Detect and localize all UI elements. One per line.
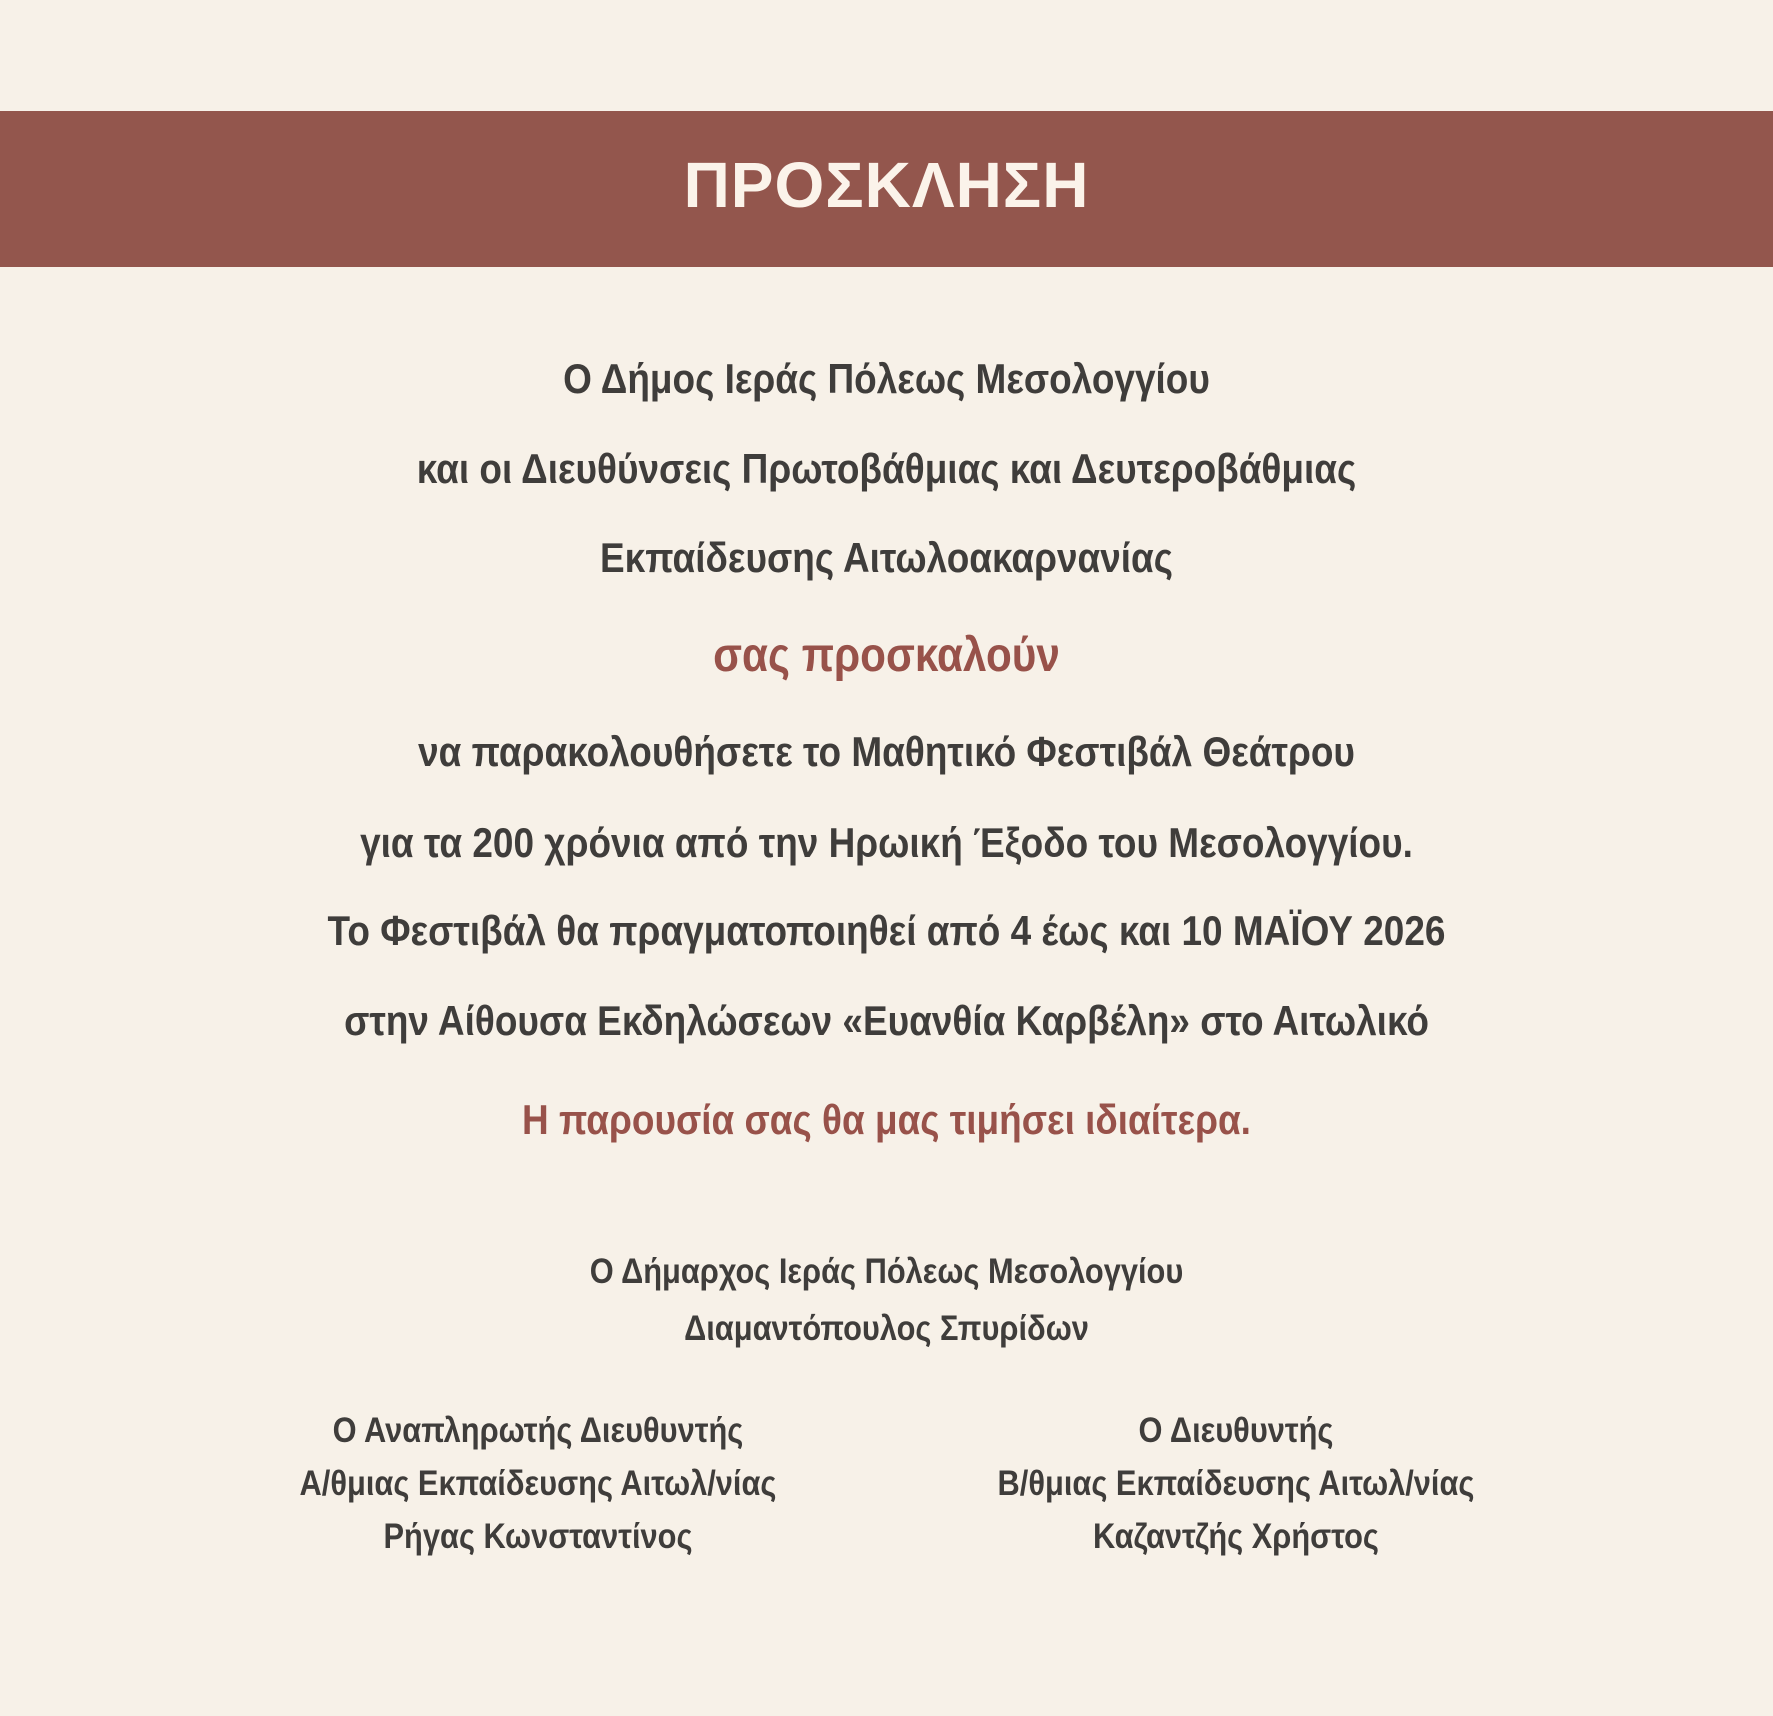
primary-director-dept: Α/θμιας Εκπαίδευσης Αιτωλ/νίας xyxy=(299,1464,777,1503)
mayor-title: Ο Δήμαρχος Ιεράς Πόλεως Μεσολογγίου xyxy=(589,1252,1184,1291)
secondary-director-title: Ο Διευθυντής xyxy=(1138,1411,1334,1450)
body-line-invite: σας προσκαλούν xyxy=(713,629,1060,682)
body-line-festival: να παρακολουθήσετε το Μαθητικό Φεστιβάλ Θεάτρου xyxy=(418,728,1355,775)
primary-director-name: Ρήγας Κωνσταντίνος xyxy=(383,1517,693,1556)
body-line-anniversary: για τα 200 χρόνια από την Ηρωική Έξοδο του Μεσολογγίου. xyxy=(360,819,1413,866)
body-line-directorates: και οι Διευθύνσεις Πρωτοβάθμιας και Δευτεροβάθμιας xyxy=(416,445,1357,492)
secondary-director-dept: Β/θμιας Εκπαίδευσης Αιτωλ/νίας xyxy=(997,1464,1475,1503)
primary-director-signature xyxy=(274,1410,802,1558)
mayor-name: Διαμαντόπουλος Σπυρίδων xyxy=(684,1309,1089,1348)
secondary-director-name: Καζαντζής Χρήστος xyxy=(1093,1517,1379,1556)
body-line-host: Ο Δήμος Ιεράς Πόλεως Μεσολογγίου xyxy=(563,355,1210,402)
body-line-venue: στην Αίθουσα Εκδηλώσεων «Ευανθία Καρβέλη» στο Αιτωλικό xyxy=(344,997,1429,1044)
body-line-dates: Το Φεστιβάλ θα πραγματοποιηθεί από 4 έως και 10 ΜΑΪΟΥ 2026 xyxy=(327,907,1446,954)
secondary-director-signature xyxy=(972,1410,1500,1558)
body-line-education: Εκπαίδευσης Αιτωλοακαρνανίας xyxy=(599,534,1174,581)
invitation-title: ΠΡΟΣΚΛΗΣΗ xyxy=(683,149,1090,221)
primary-director-title: Ο Αναπληρωτής Διευθυντής xyxy=(332,1411,744,1450)
body-line-closing: Η παρουσία σας θα μας τιμήσει ιδιαίτερα. xyxy=(522,1096,1251,1143)
mayor-signature xyxy=(106,1251,1666,1350)
